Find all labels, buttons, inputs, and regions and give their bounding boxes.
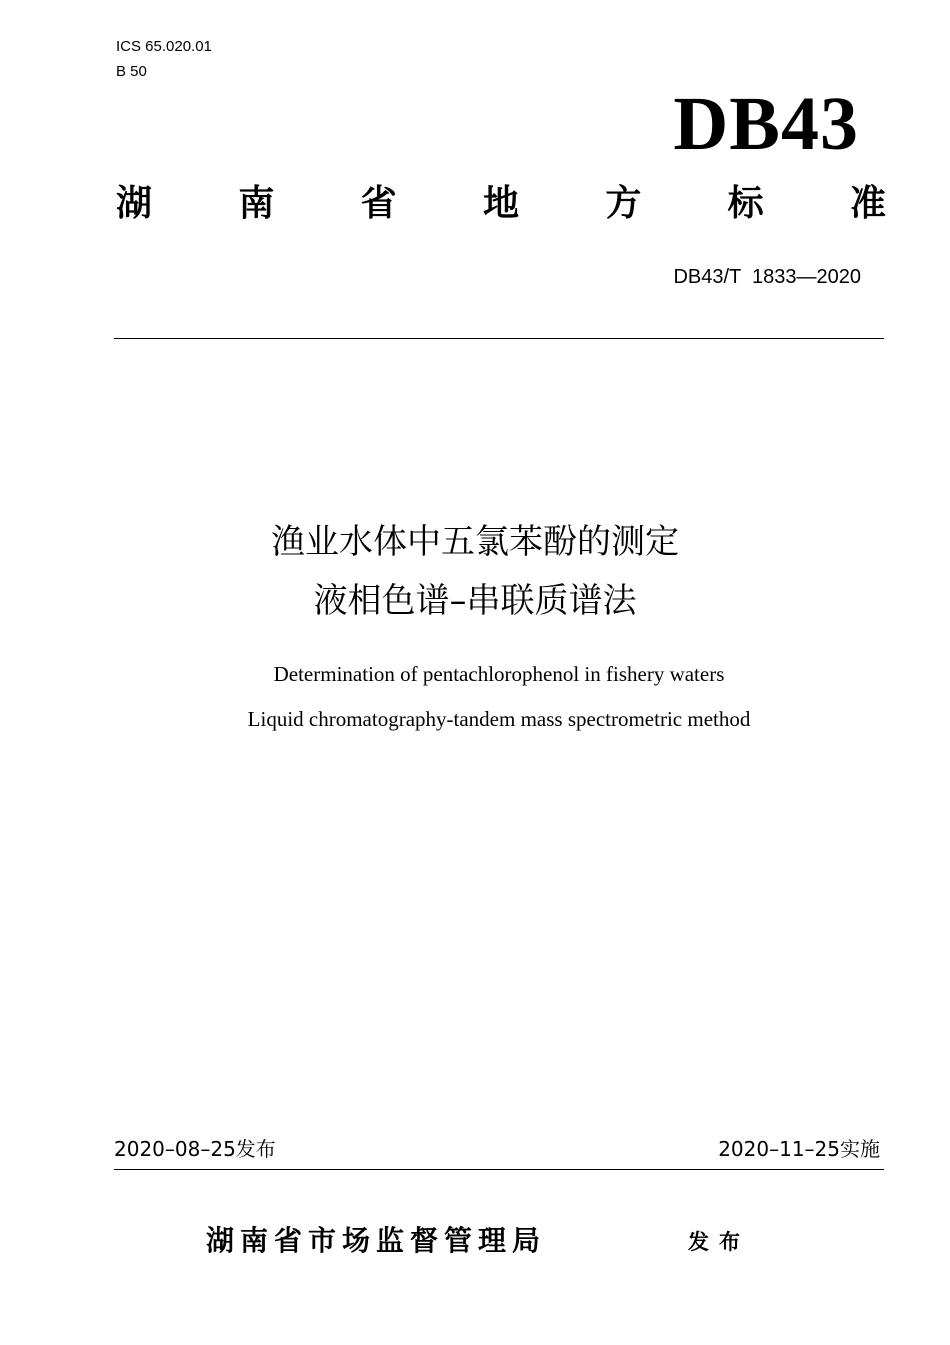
title-chinese-line2: 液相色谱–串联质谱法 (313, 581, 637, 621)
title-chinese-line1: 渔业水体中五氯苯酚的测定 (271, 522, 679, 562)
standard-number: DB43/T 1833—2020 (673, 266, 861, 288)
header-divider (114, 338, 884, 339)
issue-label: 发布 (688, 1230, 750, 1254)
title-english-line1: Determination of pentachlorophenol in fishery waters (273, 662, 725, 686)
standard-category-char: 南 (238, 183, 275, 224)
ics-code: ICS 65.020.01 (116, 38, 212, 55)
implementation-date: 2020–11–25实施 (718, 1137, 880, 1161)
title-english-line2: Liquid chromatography-tandem mass spectrometric method (247, 707, 751, 731)
footer-divider (114, 1169, 884, 1170)
standard-category-char: 省 (360, 183, 397, 224)
standard-category-char: 标 (727, 183, 764, 224)
standard-category-char: 湖 (116, 183, 153, 224)
issuing-authority: 湖南省市场监督管理局 (206, 1224, 547, 1257)
standard-category-char: 地 (482, 183, 519, 224)
standard-logo: DB43 (673, 82, 859, 166)
standard-category-char: 方 (605, 183, 642, 224)
standard-category (116, 180, 886, 228)
standard-category-char: 准 (849, 183, 886, 224)
classification-code: B 50 (116, 63, 147, 80)
issue-date: 2020–08–25发布 (114, 1137, 276, 1161)
